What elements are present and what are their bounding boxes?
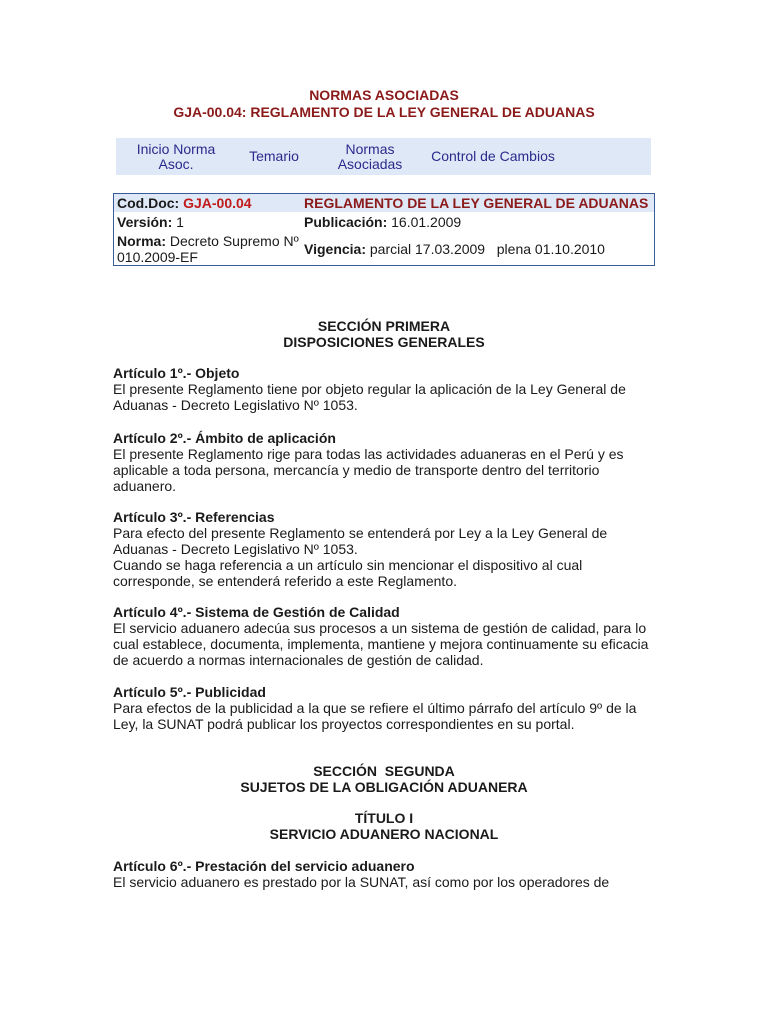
nav-temario[interactable] — [240, 149, 308, 164]
article-title: Artículo 1º.- Objeto — [113, 365, 240, 381]
article-2 — [113, 430, 658, 494]
article-1 — [113, 365, 658, 413]
article-text: corresponde, se entenderá referido a este Reglamento. — [113, 573, 457, 589]
cod-doc-value: GJA-00.04 — [183, 195, 252, 211]
article-text: Ley, la SUNAT podrá publicar los proyectos correspondientes en su portal. — [113, 716, 575, 732]
vigencia-label: Vigencia: — [304, 241, 366, 257]
doc-title: REGLAMENTO DE LA LEY GENERAL DE ADUANAS — [304, 195, 649, 211]
article-text: de acuerdo a normas internacionales de gestión de calidad. — [113, 652, 484, 668]
article-3 — [113, 509, 658, 589]
vigencia-value: parcial 17.03.2009 plena 01.10.2010 — [369, 241, 605, 257]
article-text: Cuando se haga referencia a un artículo sin mencionar el dispositivo al cual — [113, 557, 583, 573]
article-6 — [113, 858, 658, 890]
nav-label-line: Control de Cambios — [431, 148, 555, 164]
version-label: Versión: — [117, 214, 173, 230]
document-header — [0, 87, 768, 121]
article-text: Para efecto del presente Reglamento se entenderá por Ley a la Ley General de — [113, 525, 608, 541]
header-line-1: NORMAS ASOCIADAS — [309, 87, 459, 103]
nav-label-line: Asociadas — [337, 155, 403, 172]
article-text: El presente Reglamento rige para todas las actividades aduaneras en el Perú y es — [113, 446, 624, 462]
article-title: Artículo 3º.- Referencias — [113, 509, 275, 525]
title-heading: TÍTULO I — [354, 810, 414, 826]
document-info-table — [113, 193, 655, 266]
nav-control-de-cambios[interactable] — [428, 149, 558, 164]
nav-label-line: Temario — [249, 148, 299, 164]
article-text: Para efectos de la publicidad a la que se refiere el último párrafo del artículo 9º de la — [113, 700, 637, 716]
vigencia — [304, 241, 605, 257]
article-text: Aduanas - Decreto Legislativo Nº 1053. — [113, 541, 358, 557]
publicacion — [304, 214, 461, 230]
article-title: Artículo 4º.- Sistema de Gestión de Calidad — [113, 604, 400, 620]
norma — [117, 233, 302, 265]
publicacion-label: Publicación: — [304, 214, 388, 230]
title-subtitle: SERVICIO ADUANERO NACIONAL — [269, 826, 499, 842]
info-row-title — [114, 194, 654, 212]
seccion-segunda-heading — [0, 763, 768, 795]
article-text: aduanero. — [113, 478, 177, 494]
nav-label-line: Normas — [345, 140, 395, 157]
norma-label: Norma: — [117, 233, 167, 249]
article-text: Aduanas - Decreto Legislativo Nº 1053. — [113, 397, 358, 413]
norma-value: Decreto Supremo Nº — [169, 233, 299, 249]
section-title: SECCIÓN SEGUNDA — [313, 763, 455, 779]
version — [117, 214, 184, 230]
norma-value-cont: 010.2009-EF — [117, 249, 198, 265]
nav-inicio-norma-asoc[interactable] — [116, 142, 236, 172]
section-title: SECCIÓN PRIMERA — [317, 318, 451, 334]
publicacion-value: 16.01.2009 — [391, 214, 462, 230]
section-subtitle: SUJETOS DE LA OBLIGACIÓN ADUANERA — [240, 779, 528, 795]
article-title: Artículo 2º.- Ámbito de aplicación — [113, 430, 336, 446]
header-line-2: GJA-00.04: REGLAMENTO DE LA LEY GENERAL DE ADUANAS — [173, 104, 595, 120]
nav-label-line: Asoc. — [158, 155, 194, 172]
article-text: El servicio aduanero adecúa sus procesos a un sistema de gestión de calidad, para lo — [113, 620, 647, 636]
article-text: El servicio aduanero es prestado por la SUNAT, así como por los operadores de — [113, 874, 610, 890]
cod-doc-label: Cod.Doc: — [117, 195, 180, 211]
nav-normas-asociadas[interactable] — [322, 142, 418, 172]
nav-label-line: Inicio Norma — [136, 140, 216, 157]
titulo-1-heading — [0, 810, 768, 842]
article-text: aplicable a toda persona, mercancía y medio de transporte dentro del territorio — [113, 462, 600, 478]
cod-doc — [117, 195, 252, 211]
seccion-primera-heading — [0, 318, 768, 350]
article-5 — [113, 684, 658, 732]
article-4 — [113, 604, 658, 668]
version-value: 1 — [176, 214, 184, 230]
article-title: Artículo 5º.- Publicidad — [113, 684, 266, 700]
article-title: Artículo 6º.- Prestación del servicio aduanero — [113, 858, 415, 874]
article-text: cual establece, documenta, implementa, mantiene y mejora continuamente su eficacia — [113, 636, 649, 652]
section-subtitle: DISPOSICIONES GENERALES — [283, 334, 485, 350]
article-text: El presente Reglamento tiene por objeto regular la aplicación de la Ley General de — [113, 381, 626, 397]
navigation-bar — [116, 138, 651, 175]
